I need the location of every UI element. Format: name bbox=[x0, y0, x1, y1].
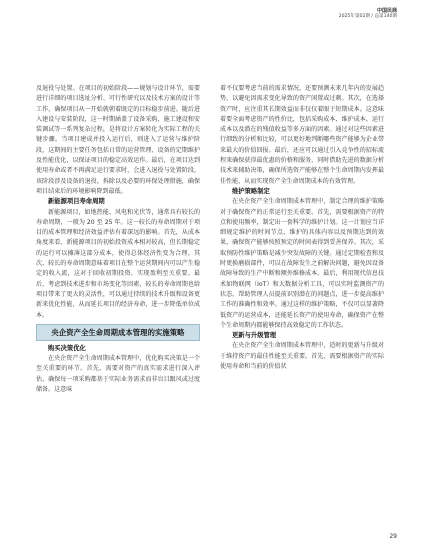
magazine-name: 中国民商 bbox=[376, 8, 397, 14]
paragraph-maintenance: 在央企资产全生命周期成本管理中，制定合理的维护策略对于确保资产的正常运行至关重要。首先，需要根据资产的特点和使用频率，制定出一套科学的维护计划。这一计划应当详细规定维护的时间节点、维护的具体内容以及预期达到的效果，确保资产能够按照预定的时间表得到妥善保养。其次，采取预防性维护策略是减少突发故障的关键。通过定期检查和及时更换磨损部件，可以在故障发生之前解决问题，避免因设备故障导致的生产中断和额外维修成本。最后，利用现代信息技术如物联网（IoT）和大数据分析工具，可以实时监测资产的状态，帮助管理人员提前识别潜在的问题点，进一步提高维护工作的准确性和效率。通过这样的维护策略，不仅可以显著降低资产的运营成本，还能延长资产的使用寿命，确保资产在整个生命周期内都能够保持高效稳定的工作状态。 bbox=[220, 198, 384, 329]
subheading-lifecycle: 新能源项目寿命周期 bbox=[48, 198, 105, 206]
subheading-maintenance: 维护策略制定 bbox=[232, 187, 270, 195]
subheading-purchase: 购买决策优化 bbox=[48, 344, 86, 352]
paragraph-lifecycle-impact: 新能源项目，如地热能、风电和光伏等，通常具有较长的寿命周期，一般为 20 至 25 年。这一较长的寿命周期对于项目的成本管理和经济效益评估有着深远的影响。首先，从成本角度来看，新能源项目的初始投资成本相对较高，但长期稳定的运行可以摊薄这部分成本，使得总体经济性变为合理。其次，较长的寿命周期意味着项目在整个运营期间内可以产生稳定的收入流，这对于回收初期投资、实现盈利至关重要。最后，考虑到技术进步和市场变化等因素，较长的寿命周期也给项目带来了更大的灵活性，可以通过持续的技术升级和设备更新来优化性能，从而延长项目的经济寿命，进一步降低单位成本。 bbox=[36, 208, 200, 319]
running-header bbox=[339, 8, 397, 20]
subheading-upgrade: 更新与升级管理 bbox=[232, 332, 277, 340]
issue-info: 2025年第02期 / 总第140期 bbox=[338, 14, 397, 19]
section-title: 央企资产全生命周期成本管理的实施策略 bbox=[36, 324, 200, 341]
right-column bbox=[220, 84, 384, 372]
paragraph-lifecycle-stages: 及退役与处置。在项目的初始阶段——规划与设计环节，需要进行详细的项目选址分析、可行性研究以及技术方案的设计等工作，确保项目从一开始就朝着既定的目标稳步前进。随后进入建设与安装阶段，这一时期涵盖了设备采购、施工建设和安装调试等一系列复杂过程，是将设计方案转化为实际工程的关键步骤。当项目建成并投入运行后，则进入了运营与维护阶段，这期间的主要任务包括日常的运营管理、设备的定期维护及性能优化，以保证项目的稳定高效运作。最后，在项目达到使用寿命或者不再满足运行要求时，会进入退役与处置阶段，该阶段涉及设备的退役、拆除以及必要的环保处理措施，确保项目结束后的环境影响降到最低。 bbox=[36, 85, 200, 195]
left-column bbox=[36, 84, 200, 395]
paragraph-purchase: 在央企资产全生命周期成本管理中，优化购买决策是一个至关重要的环节。首先，需要对资产的真实需求进行深入评估，确保每一项采购都基于实际业务需求而非盲目跟风或过度储备。这意味 bbox=[36, 355, 200, 394]
paragraph-upgrade: 在央企资产全生命周期成本管理中，适时的更新与升级对于维持资产的最佳性能至关重要。首先，需要根据资产的实际使用寿命和当前的价值状 bbox=[220, 342, 384, 371]
paragraph-purchase-cont: 着不仅要考虑当前的需求情况，还要预测未来几年内的发展趋势，以避免因需求变化导致的资产闲置或过剩。其次，在选择资产时，应注重其长期效益而非仅仅着眼于短期成本。这意味着要全面考虑资产的性价比，包括采购成本、维护成本、运行成本以及潜在的残值收益等多方面的因素。通过对这些因素进行细致的分析和比较，可以更好地判断哪些资产能够为企业带来最大的价值回报。最后，还应可以通过引入竞争性的招标流程来确保获得最优惠的价格和服务，同时借助先进的数据分析技术来辅助决策，确保所选资产能够在整个生命周期内发挥最佳性能，从而实现资产全生命周期成本的有效管理。 bbox=[220, 85, 384, 185]
page-number: 29 bbox=[389, 533, 397, 540]
